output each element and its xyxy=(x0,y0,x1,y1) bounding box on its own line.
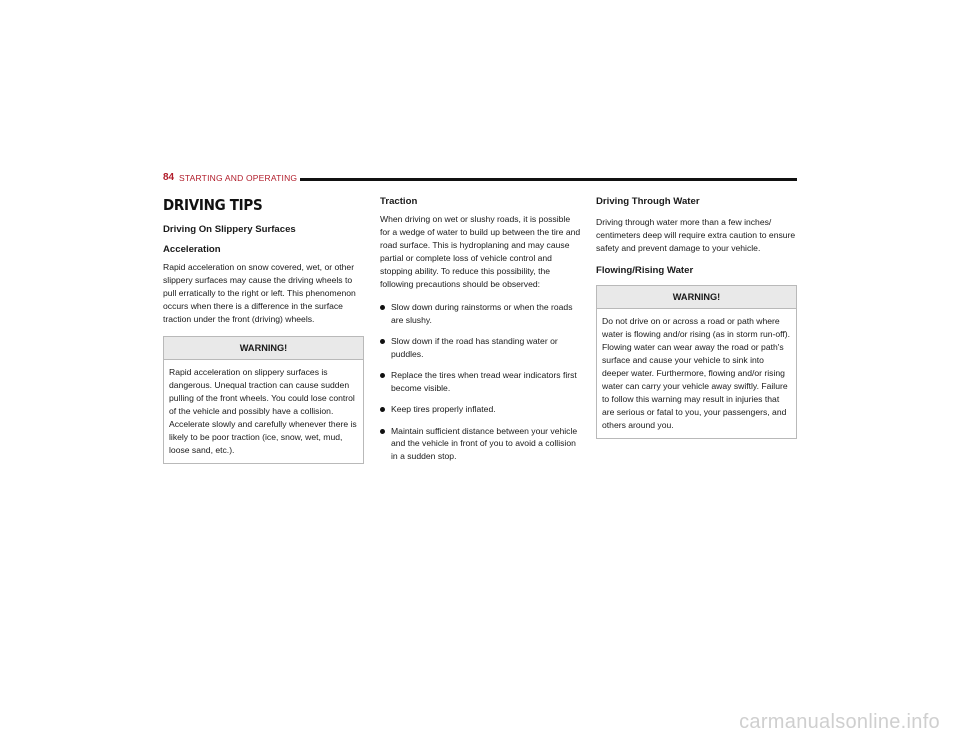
page-header xyxy=(163,172,797,186)
list-item: Maintain sufficient distance between your vehicle and the vehicle in front of you to avoid a collision in a sudden stop. xyxy=(380,425,581,463)
page-title: DRIVING TIPS xyxy=(163,196,263,214)
column-1 xyxy=(163,196,364,464)
precautions-list xyxy=(380,301,581,462)
traction-heading: Traction xyxy=(380,196,418,207)
column-2 xyxy=(380,196,581,471)
bullet-icon xyxy=(380,305,385,310)
bullet-icon xyxy=(380,429,385,434)
warning-label: WARNING! xyxy=(164,337,363,360)
page-number: 84 xyxy=(163,172,175,183)
list-item: Replace the tires when tread wear indicators first become visible. xyxy=(380,369,581,394)
traction-paragraph: When driving on wet or slushy roads, it is possible for a wedge of water to build up between the tire and road surface. This is hydroplaning and may cause partial or complete loss of vehicle control and stopping ability. To reduce this possibility, the following precautions should be observed: xyxy=(380,214,581,289)
list-item: Slow down if the road has standing water or puddles. xyxy=(380,335,581,360)
warning-box-acceleration xyxy=(163,336,364,464)
bullet-icon xyxy=(380,339,385,344)
water-paragraph: Driving through water more than a few inches/ centimeters deep will require extra caution to ensure safety and prevent damage to your vehicle. xyxy=(596,217,796,253)
section-title: STARTING AND OPERATING xyxy=(179,173,298,183)
acceleration-heading: Acceleration xyxy=(163,244,221,255)
water-heading: Driving Through Water xyxy=(596,196,700,207)
bullet-icon xyxy=(380,373,385,378)
flowing-water-heading: Flowing/Rising Water xyxy=(596,265,694,276)
warning-text: Rapid acceleration on slippery surfaces is dangerous. Unequal traction can cause sudden pulling of the front wheels. You could lose control of the vehicle and possibly have a collision. Accelerate slowly and carefully whenever there is likely to be poor traction (ice, snow, wet, mud, loose sand, etc.). xyxy=(169,367,357,455)
watermark: carmanualsonline.info xyxy=(739,711,940,733)
list-item: Slow down during rainstorms or when the roads are slushy. xyxy=(380,301,581,326)
bullet-icon xyxy=(380,407,385,412)
header-rule xyxy=(300,178,797,181)
acceleration-paragraph: Rapid acceleration on snow covered, wet, or other slippery surfaces may cause the driving wheels to pull erratically to the right or left. This phenomenon occurs when there is a difference in the surface traction under the front (driving) wheels. xyxy=(163,262,356,324)
warning-box-flowing-water xyxy=(596,285,797,439)
list-item: Keep tires properly inflated. xyxy=(380,403,581,416)
subsection-heading: Driving On Slippery Surfaces xyxy=(163,224,296,235)
warning-text: Do not drive on or across a road or path where water is flowing and/or rising (as in storm run-off). Flowing water can wear away the road or path's surface and cause your vehicle to sink into deeper water. Furthermore, flowing and/or rising water can carry your vehicle away swiftly. Failure to follow this warning may result in injuries that are serious or fatal to you, your passengers, and others around you. xyxy=(602,316,791,430)
warning-label: WARNING! xyxy=(597,286,796,309)
column-3 xyxy=(596,196,797,439)
